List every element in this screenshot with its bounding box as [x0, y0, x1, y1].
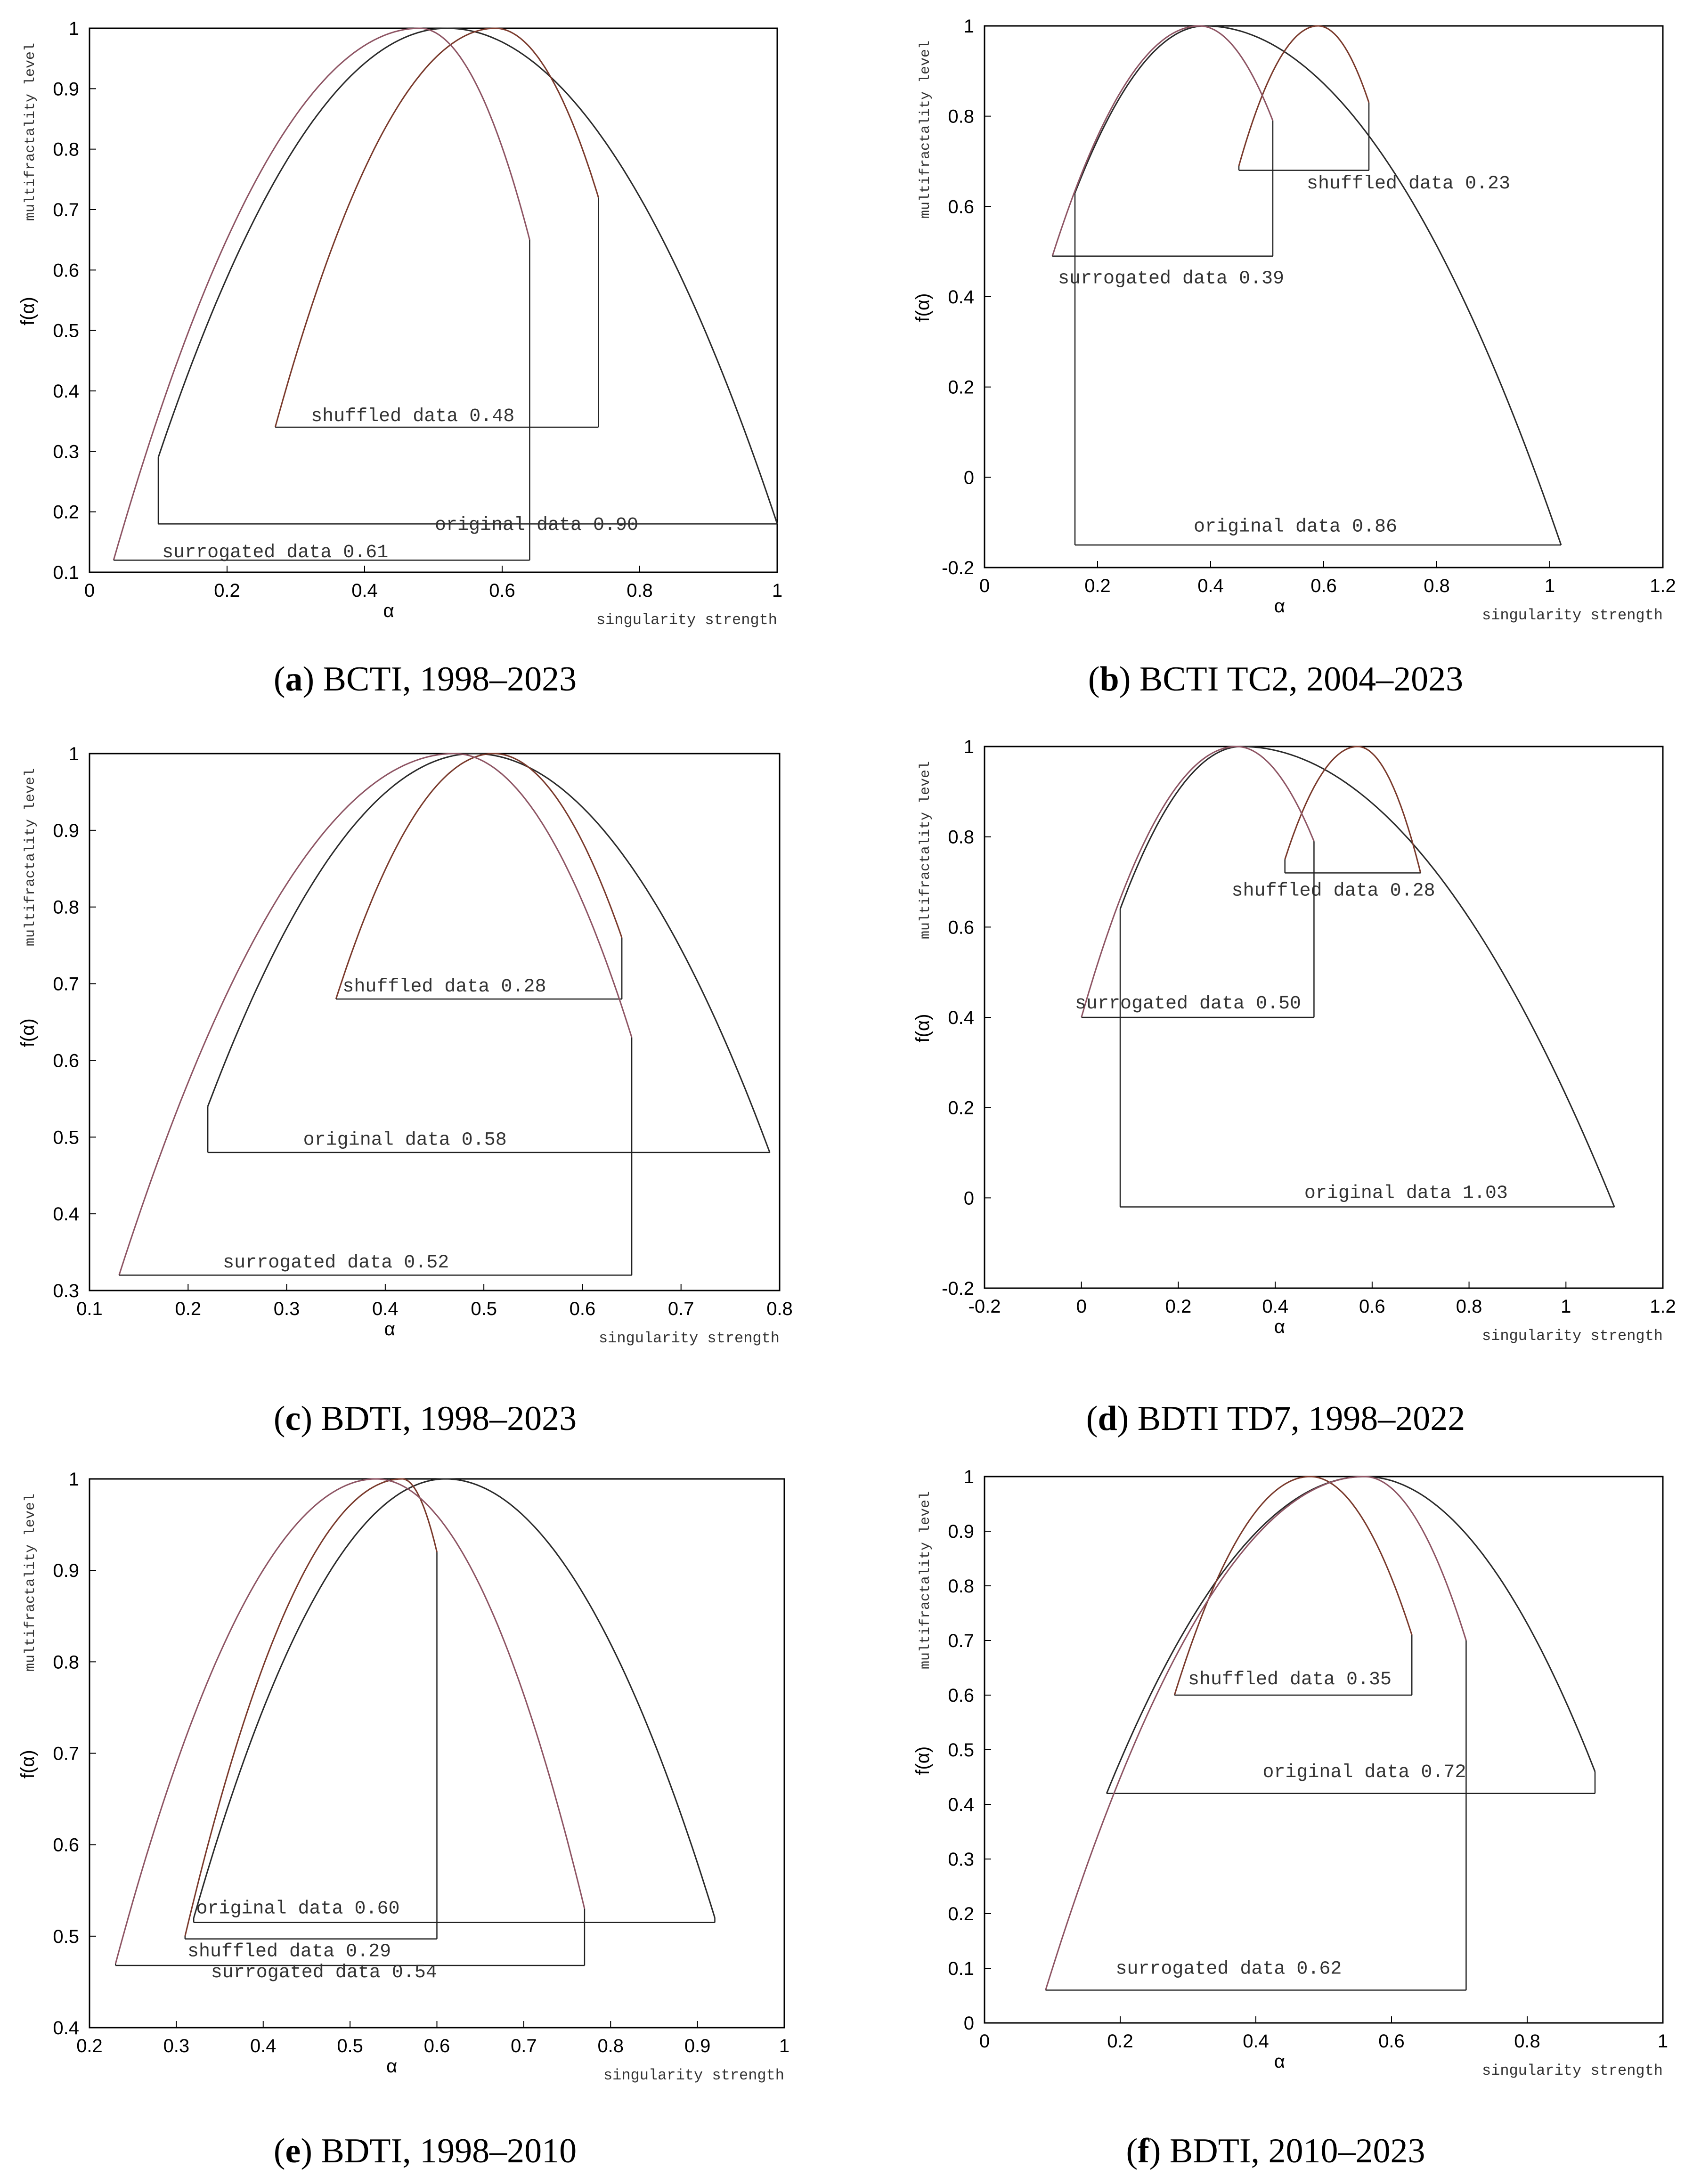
- x-axis-label: α: [1274, 2051, 1285, 2072]
- x-tick-label: 0.2: [1084, 576, 1111, 596]
- series-label-shuffled: shuffled data 0.29: [187, 1941, 391, 1963]
- y-tick-label: 1: [68, 1469, 79, 1490]
- x-tick-label: 0: [979, 2031, 990, 2052]
- y-tick-label: 0.8: [948, 1576, 974, 1597]
- x-tick-label: 0.4: [250, 2036, 277, 2056]
- x-tick-label: 0.5: [337, 2036, 363, 2056]
- y-tick-label: 0.5: [53, 1127, 79, 1148]
- y-tick-label: 0.4: [53, 1204, 79, 1225]
- spectrum-surrogated-curve: [1046, 1477, 1466, 1990]
- chart-e-svg: [0, 1453, 850, 2184]
- x-tick-label: 0.4: [372, 1299, 399, 1319]
- chart-b-svg: [850, 0, 1701, 721]
- caption-b: (b) BCTI TC2, 2004–2023: [1088, 660, 1464, 698]
- y-tick-label: 0.3: [53, 1281, 79, 1301]
- y-tick-label: 0.8: [53, 139, 79, 160]
- y-tick-label: 0.6: [53, 1050, 79, 1072]
- y-tick-label: 0.6: [53, 1835, 79, 1856]
- x-axis-label: α: [384, 1319, 395, 1340]
- y-tick-label: 0.9: [53, 820, 79, 841]
- y-axis-sublabel: multifractality level: [918, 40, 934, 219]
- x-tick-label: 0.2: [214, 580, 240, 601]
- spectrum-original-curve: [1107, 1477, 1595, 1794]
- y-tick-label: 1: [963, 1467, 974, 1487]
- series-label-surrogated: surrogated data 0.52: [223, 1252, 449, 1274]
- y-tick-label: 0.3: [948, 1849, 974, 1870]
- series-label-original: original data 0.90: [434, 515, 639, 536]
- y-tick-label: 0.2: [948, 1097, 974, 1119]
- spectrum-surrogated-curve: [119, 754, 632, 1275]
- x-tick-label: 1.2: [1650, 1296, 1676, 1317]
- caption-c: (c) BDTI, 1998–2023: [273, 1399, 577, 1438]
- x-tick-label: 0.3: [163, 2036, 190, 2056]
- spectrum-shuffled-curve: [185, 1479, 437, 1936]
- series-label-original: original data 1.03: [1304, 1183, 1508, 1204]
- y-tick-label: 1: [963, 16, 974, 37]
- x-tick-label: 0.8: [766, 1299, 793, 1319]
- y-tick-label: 0.8: [948, 827, 974, 848]
- y-tick-label: 0.7: [948, 1631, 974, 1651]
- y-tick-label: 0.4: [948, 1007, 974, 1028]
- x-tick-label: 0.6: [489, 580, 515, 601]
- x-axis-sublabel: singularity strength: [1481, 607, 1663, 624]
- x-tick-label: 0.5: [471, 1299, 497, 1319]
- chart-panel-a: [0, 0, 850, 721]
- x-tick-label: 1: [779, 2036, 790, 2056]
- spectrum-shuffled-curve: [1285, 747, 1421, 873]
- plot-frame-f: [985, 1477, 1663, 2023]
- y-tick-label: 0.4: [948, 287, 974, 308]
- y-axis-sublabel: multifractality level: [918, 761, 934, 940]
- x-tick-label: 0.8: [1456, 1296, 1482, 1317]
- y-tick-label: -0.2: [942, 1278, 974, 1299]
- chart-c-svg: [0, 721, 850, 1453]
- y-tick-label: 0.5: [53, 1926, 79, 1947]
- y-axis-sublabel: multifractality level: [23, 768, 39, 947]
- y-tick-label: 0.7: [53, 1743, 79, 1764]
- x-tick-label: 0.6: [1359, 1296, 1385, 1317]
- caption-d: (d) BDTI TD7, 1998–2022: [1086, 1399, 1465, 1438]
- x-axis-label: α: [1274, 596, 1285, 617]
- y-tick-label: 0.3: [53, 441, 79, 463]
- spectrum-original-curve: [1120, 747, 1614, 1207]
- y-tick-label: 0.5: [53, 320, 79, 341]
- y-tick-label: 0.4: [948, 1794, 974, 1815]
- y-tick-label: 0.9: [53, 1560, 79, 1582]
- y-tick-label: 0.1: [948, 1958, 974, 1979]
- x-axis-label: α: [383, 601, 394, 621]
- series-label-shuffled: shuffled data 0.23: [1306, 173, 1511, 195]
- y-tick-label: 0.6: [948, 917, 974, 938]
- x-tick-label: 0.8: [1514, 2031, 1540, 2052]
- y-tick-label: 0.9: [53, 79, 79, 100]
- y-tick-label: 0.2: [53, 502, 79, 523]
- spectrum-shuffled-curve: [275, 28, 598, 427]
- spectrum-surrogated-curve: [114, 28, 529, 560]
- x-tick-label: 0.4: [1243, 2031, 1269, 2052]
- y-tick-label: 0.6: [948, 196, 974, 218]
- x-tick-label: 0.6: [1310, 576, 1337, 596]
- y-tick-label: 0: [963, 1188, 974, 1209]
- x-axis-sublabel: singularity strength: [598, 1330, 780, 1347]
- plot-frame-a: [90, 28, 777, 572]
- y-axis-sublabel: multifractality level: [23, 42, 39, 221]
- x-tick-label: 0.2: [1107, 2031, 1133, 2052]
- spectrum-surrogated-curve: [1052, 26, 1273, 256]
- caption-f: (f) BDTI, 2010–2023: [1126, 2132, 1425, 2170]
- x-tick-label: 1: [772, 580, 783, 601]
- x-tick-label: 0.3: [273, 1299, 300, 1319]
- series-label-surrogated: surrogated data 0.61: [162, 542, 389, 563]
- x-axis-label: α: [1274, 1316, 1285, 1337]
- chart-panel-c: [0, 721, 850, 1453]
- y-tick-label: 0.5: [948, 1740, 974, 1761]
- x-tick-label: -0.2: [968, 1296, 1001, 1317]
- y-tick-label: 0.7: [53, 974, 79, 995]
- series-label-original: original data 0.86: [1193, 516, 1398, 538]
- y-tick-label: 0: [963, 2013, 974, 2034]
- spectrum-shuffled-curve: [336, 754, 622, 999]
- x-tick-label: 0.8: [597, 2036, 624, 2056]
- x-tick-label: 1: [1657, 2031, 1668, 2052]
- x-tick-label: 0.6: [569, 1299, 596, 1319]
- x-axis-sublabel: singularity strength: [603, 2067, 784, 2084]
- series-label-surrogated: surrogated data 0.54: [211, 1962, 437, 1984]
- y-tick-label: 0.7: [53, 200, 79, 220]
- x-tick-label: 0.8: [627, 580, 653, 601]
- series-label-original: original data 0.72: [1262, 1762, 1466, 1783]
- x-tick-label: 0.1: [76, 1299, 103, 1319]
- spectrum-surrogated-curve: [115, 1479, 585, 1964]
- chart-a-svg: [0, 0, 850, 721]
- y-tick-label: 0.1: [53, 562, 79, 583]
- series-label-surrogated: surrogated data 0.50: [1074, 993, 1302, 1015]
- y-tick-label: 0.9: [948, 1521, 974, 1542]
- x-tick-label: 0.2: [175, 1299, 202, 1319]
- x-tick-label: 0.2: [76, 2036, 103, 2056]
- spectrum-shuffled-curve: [1174, 1477, 1412, 1695]
- y-axis-label: f(α): [17, 297, 38, 326]
- y-tick-label: 1: [68, 744, 79, 764]
- y-axis-sublabel: multifractality level: [23, 1493, 39, 1672]
- y-tick-label: 0.4: [53, 2018, 79, 2038]
- x-tick-label: 1: [1544, 576, 1555, 596]
- x-tick-label: 0.4: [351, 580, 378, 601]
- x-tick-label: 0.4: [1197, 576, 1224, 596]
- chart-panel-b: [850, 0, 1701, 721]
- spectrum-original-curve: [158, 28, 777, 524]
- y-tick-label: 1: [68, 18, 79, 39]
- series-label-original: original data 0.60: [196, 1898, 400, 1920]
- plot-frame-b: [985, 26, 1663, 568]
- series-label-shuffled: shuffled data 0.28: [342, 976, 546, 998]
- series-label-original: original data 0.58: [303, 1129, 507, 1151]
- y-tick-label: 0.4: [53, 381, 79, 402]
- x-tick-label: 0.2: [1165, 1296, 1192, 1317]
- x-tick-label: 0: [84, 580, 95, 601]
- y-tick-label: 0.8: [948, 106, 974, 127]
- y-tick-label: 0: [963, 467, 974, 488]
- y-axis-label: f(α): [17, 1750, 38, 1779]
- y-axis-sublabel: multifractality level: [918, 1491, 934, 1670]
- x-tick-label: 0.6: [423, 2036, 450, 2056]
- x-tick-label: 0.4: [1262, 1296, 1288, 1317]
- y-tick-label: 0.2: [948, 377, 974, 398]
- x-tick-label: 0.7: [511, 2036, 537, 2056]
- series-label-shuffled: shuffled data 0.35: [1188, 1669, 1392, 1690]
- y-tick-label: 0.6: [53, 260, 79, 281]
- y-tick-label: -0.2: [942, 558, 974, 578]
- chart-f-svg: [850, 1453, 1701, 2184]
- x-axis-label: α: [386, 2056, 398, 2077]
- chart-d-svg: [850, 721, 1701, 1453]
- series-label-surrogated: surrogated data 0.62: [1115, 1958, 1342, 1980]
- x-tick-label: 0.6: [1378, 2031, 1405, 2052]
- chart-panel-e: [0, 1453, 850, 2184]
- series-label-shuffled: shuffled data 0.28: [1231, 880, 1435, 902]
- y-tick-label: 0.6: [948, 1685, 974, 1706]
- y-axis-label: f(α): [912, 1014, 933, 1043]
- x-axis-sublabel: singularity strength: [1481, 2062, 1663, 2079]
- spectrum-original-curve: [194, 1479, 715, 1918]
- x-tick-label: 1.2: [1650, 576, 1676, 596]
- chart-panel-d: [850, 721, 1701, 1453]
- chart-panel-f: [850, 1453, 1701, 2184]
- y-axis-label: f(α): [912, 1746, 933, 1775]
- spectrum-shuffled-curve: [1239, 26, 1369, 166]
- spectrum-original-curve: [208, 754, 770, 1153]
- series-label-shuffled: shuffled data 0.48: [311, 406, 515, 428]
- plot-frame-c: [90, 754, 780, 1291]
- y-axis-label: f(α): [912, 293, 933, 322]
- caption-a: (a) BCTI, 1998–2023: [273, 660, 577, 698]
- x-tick-label: 0.9: [684, 2036, 711, 2056]
- x-tick-label: 0.8: [1424, 576, 1450, 596]
- y-axis-label: f(α): [17, 1018, 38, 1047]
- x-axis-sublabel: singularity strength: [596, 611, 777, 629]
- x-tick-label: 0: [979, 576, 990, 596]
- x-tick-label: 0: [1076, 1296, 1087, 1317]
- series-label-surrogated: surrogated data 0.39: [1058, 268, 1285, 290]
- x-tick-label: 1: [1561, 1296, 1571, 1317]
- y-tick-label: 0.2: [948, 1904, 974, 1924]
- x-axis-sublabel: singularity strength: [1481, 1327, 1663, 1345]
- caption-e: (e) BDTI, 1998–2010: [273, 2132, 577, 2170]
- x-tick-label: 0.7: [667, 1299, 694, 1319]
- y-tick-label: 0.8: [53, 897, 79, 918]
- y-tick-label: 0.8: [53, 1652, 79, 1673]
- y-tick-label: 1: [963, 737, 974, 757]
